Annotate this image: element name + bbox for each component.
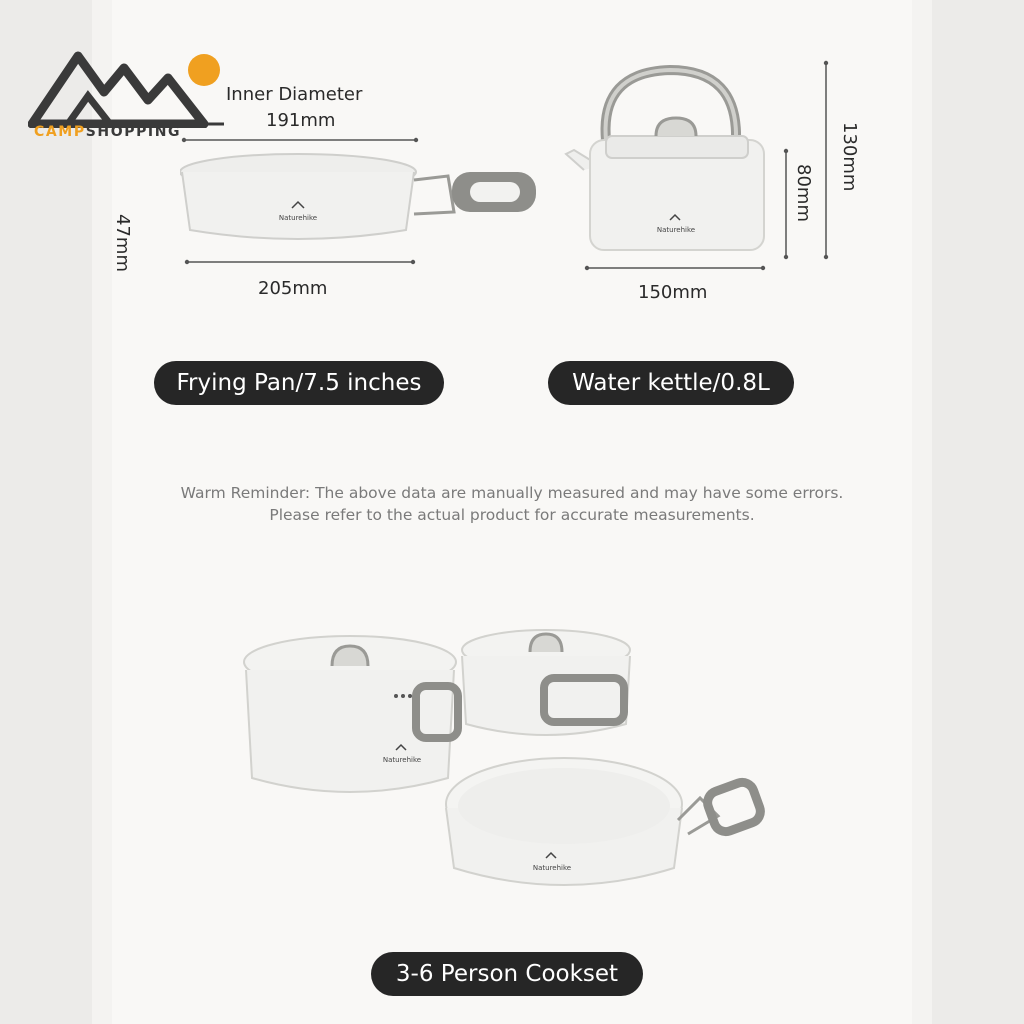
cookset-image — [240, 620, 800, 900]
kettle-brand-mark: Naturehike — [656, 226, 696, 234]
cookset-title: 3-6 Person Cookset — [371, 952, 643, 996]
mountain-sun-icon — [28, 48, 228, 128]
kettle-title: Water kettle/0.8L — [548, 361, 794, 405]
inner-diameter-label: Inner Diameter — [226, 84, 363, 105]
frying-pan-title: Frying Pan/7.5 inches — [154, 361, 444, 405]
right-divider-strip — [912, 0, 932, 1024]
kettle-body-height-line — [780, 148, 792, 260]
large-pot-brand-mark: Naturehike — [382, 756, 422, 764]
kettle-body-height-label: 80mm — [793, 164, 814, 222]
kettle-width-dimension-line — [584, 262, 766, 274]
left-divider-strip — [92, 0, 112, 1024]
pan-brand-mark: Naturehike — [278, 214, 318, 222]
pan-height-label: 47mm — [112, 214, 133, 272]
cookset-pan-brand-mark: Naturehike — [532, 864, 572, 872]
kettle-image — [560, 60, 780, 270]
kettle-width-label: 150mm — [638, 282, 708, 303]
kettle-total-height-label: 130mm — [839, 122, 860, 192]
pan-width-label: 205mm — [258, 278, 328, 299]
brand-logo[interactable] — [34, 124, 181, 140]
reminder-line-2: Please refer to the actual product for accurate measurements. — [269, 506, 755, 524]
inner-diameter-value: 191mm — [266, 110, 336, 131]
kettle-total-height-line — [820, 60, 832, 260]
pan-width-dimension-line — [184, 256, 416, 268]
logo-part-shopping: SHOPPING — [85, 124, 182, 140]
reminder-line-1: Warm Reminder: The above data are manually measured and may have some errors. — [180, 484, 844, 502]
logo-part-camp: CAMP — [34, 124, 86, 140]
